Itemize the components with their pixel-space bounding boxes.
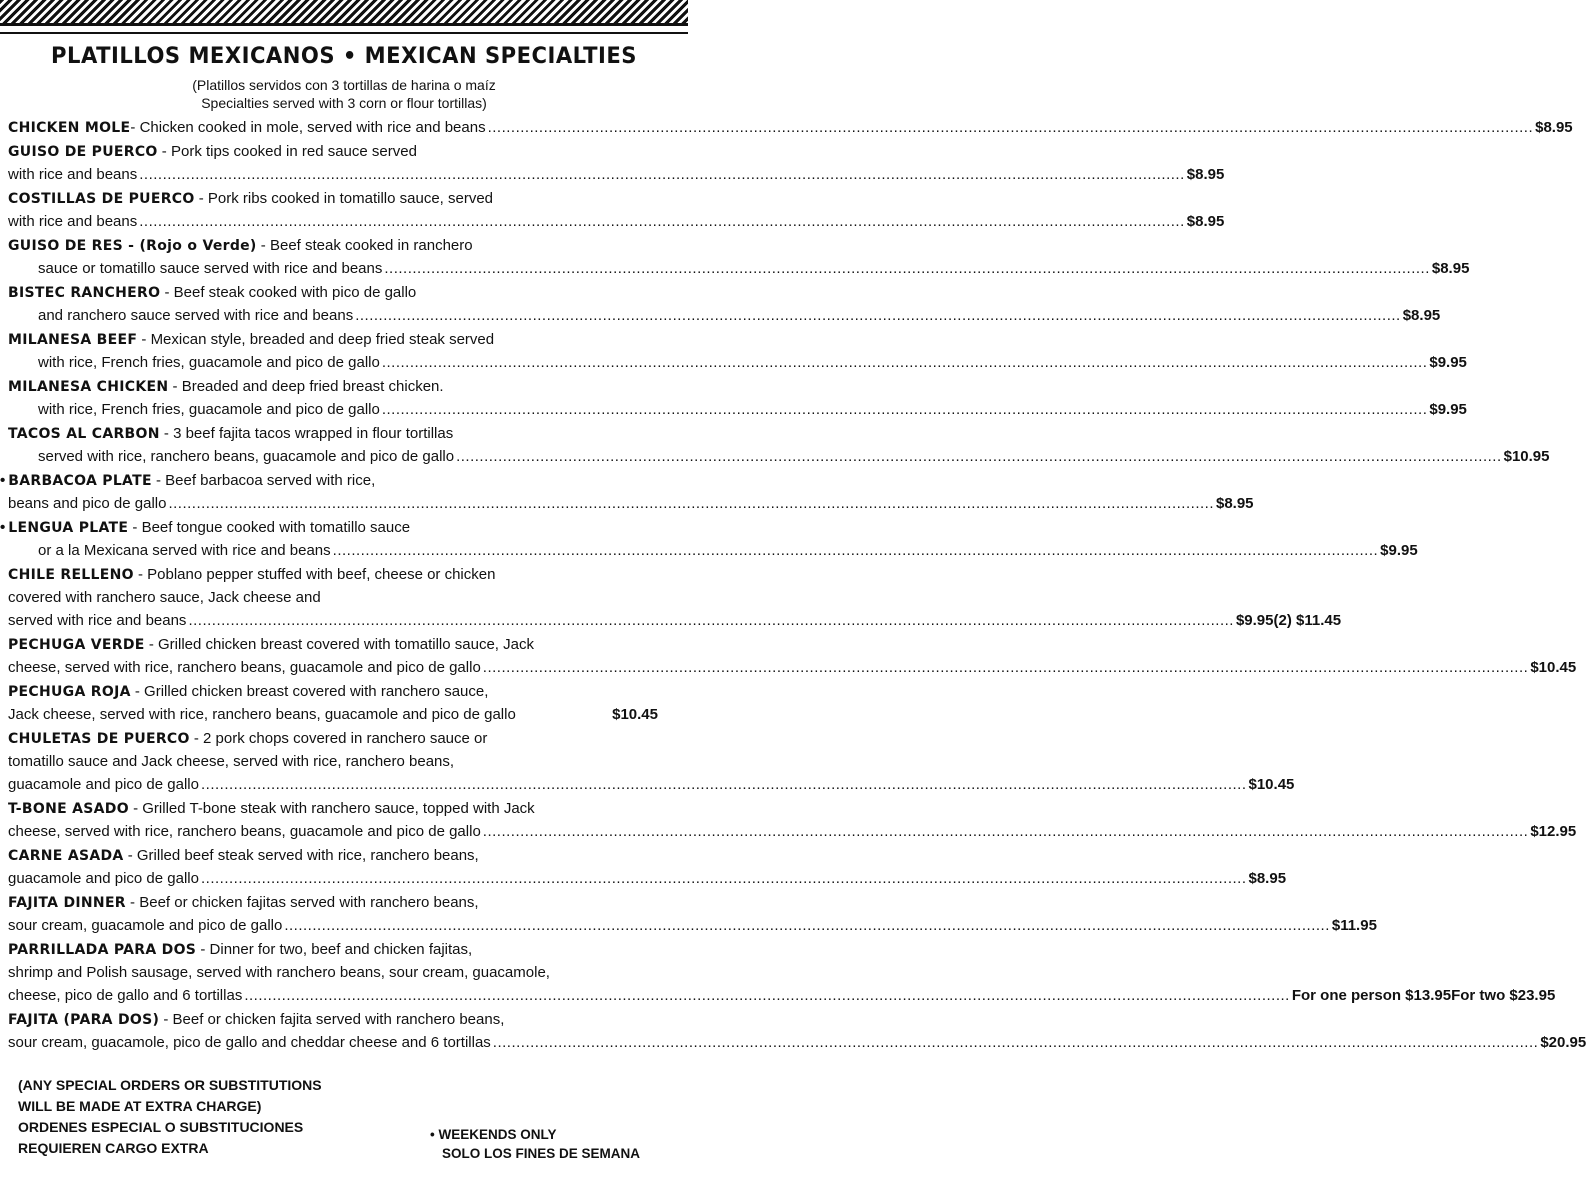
menu-item-chile-relleno [8, 563, 1342, 632]
item-price: $9.95 [1429, 354, 1467, 371]
item-desc: - Grilled beef steak served with rice, ranchero beans, [123, 847, 479, 864]
item-desc-2: cheese, served with rice, ranchero beans, guacamole and pico de gallo [8, 659, 481, 676]
menu-item-t-bone [8, 797, 1577, 843]
item-desc-2: with rice, French fries, guacamole and pico de gallo [38, 354, 380, 371]
leader-dots [384, 257, 1430, 280]
item-price: $20.95 [1540, 1034, 1586, 1051]
menu-item-guiso-puerco [8, 140, 1225, 186]
menu-item-chicken-mole [8, 116, 1573, 139]
item-desc: - Beef tongue cooked with tomatillo sauce [128, 519, 411, 536]
item-desc: - Grilled chicken breast covered with ranchero sauce, [130, 683, 489, 700]
item-desc-2: shrimp and Polish sausage, served with ranchero beans, sour cream, guacamole, [8, 964, 550, 981]
item-name: BARBACOA PLATE [8, 473, 152, 489]
item-desc-2: guacamole and pico de gallo [8, 870, 199, 887]
item-name: CHILE RELLENO [8, 567, 134, 583]
page-subtitle [0, 76, 688, 112]
item-price: $10.95 [1503, 448, 1550, 465]
item-desc-2: with rice and beans [8, 213, 138, 230]
note-line: ORDENES ESPECIAL O SUBSTITUCIONES [18, 1119, 304, 1135]
note-line: SOLO LOS FINES DE SEMANA [442, 1146, 641, 1161]
weekend-bullet: • [0, 519, 6, 536]
item-desc: - Beef or chicken fajita served with ranchero beans, [159, 1011, 505, 1028]
menu-item-lengua [0, 516, 1418, 562]
item-name: MILANESA CHICKEN [8, 379, 169, 395]
weekends-note [430, 1125, 640, 1163]
item-price: $8.95 [1402, 307, 1441, 324]
subtitle-english: Specialties served with 3 corn or flour tortillas) [201, 95, 487, 111]
item-desc: - 2 pork chops covered in ranchero sauce or [189, 730, 488, 747]
item-name: FAJITA (PARA DOS) [8, 1012, 160, 1028]
leader-dots [493, 1031, 1539, 1054]
menu-item-chuletas [8, 727, 1295, 796]
item-desc: - 3 beef fajita tacos wrapped in flour tortillas [159, 425, 454, 442]
leader-dots [382, 398, 1428, 421]
leader-dots [333, 539, 1379, 562]
item-desc: - Dinner for two, beef and chicken fajitas, [196, 941, 473, 958]
item-price: $10.45 [612, 706, 658, 723]
item-desc-3: guacamole and pico de gallo [8, 776, 199, 793]
item-desc: - Pork ribs cooked in tomatillo sauce, served [194, 190, 494, 207]
subtitle-spanish: (Platillos servidos con 3 tortillas de harina o maíz [192, 77, 496, 93]
item-price: $10.45 [1530, 659, 1577, 676]
menu-item-tacos-carbon [8, 422, 1550, 468]
item-price: $9.95 [1429, 401, 1467, 418]
item-name: CHICKEN MOLE [8, 120, 131, 136]
special-orders-note [18, 1075, 322, 1159]
leader-dots [382, 351, 1428, 374]
note-line: REQUIEREN CARGO EXTRA [18, 1140, 209, 1156]
price-one-person: For one person $13.95 [1291, 987, 1452, 1004]
page-title: PLATILLOS MEXICANOS • MEXICAN SPECIALTIES [51, 44, 637, 69]
item-desc-2: with rice and beans [8, 166, 138, 183]
item-name: PECHUGA VERDE [8, 637, 145, 653]
item-desc: - Grilled T-bone steak with ranchero sauce, topped with Jack [128, 800, 535, 817]
item-desc: - Mexican style, breaded and deep fried steak served [137, 331, 495, 348]
item-name: GUISO DE PUERCO [8, 144, 158, 160]
leader-dots [244, 984, 1290, 1007]
menu-item-milanesa-chicken [8, 375, 1467, 421]
menu-item-pechuga-roja [8, 680, 658, 726]
weekend-bullet: • [0, 472, 6, 489]
item-desc: - Pork tips cooked in red sauce served [157, 143, 417, 160]
item-desc: - Chicken cooked in mole, served with rice and beans [130, 119, 486, 136]
menu-items [0, 116, 1586, 1055]
item-desc: - Beef steak cooked in ranchero [256, 237, 473, 254]
item-desc: - Poblano pepper stuffed with beef, cheese or chicken [133, 566, 496, 583]
leader-dots [139, 163, 1185, 186]
item-name: GUISO DE RES - (Rojo o Verde) [8, 238, 257, 254]
menu-item-milanesa-beef [8, 328, 1467, 374]
leader-dots [201, 773, 1247, 796]
menu-item-costillas [8, 187, 1225, 233]
menu-item-fajita-para-dos [8, 1008, 1586, 1054]
item-desc-2: served with rice, ranchero beans, guacamole and pico de gallo [38, 448, 455, 465]
leader-dots [488, 116, 1534, 139]
item-price: $8.95 [1248, 870, 1287, 887]
leader-dots [284, 914, 1330, 937]
price-two-persons: For two $23.95 [1451, 987, 1556, 1004]
item-desc-3: served with rice and beans [8, 612, 187, 629]
item-desc-2: sour cream, guacamole, pico de gallo and cheddar cheese and 6 tortillas [8, 1034, 491, 1051]
item-price: $9.95 [1235, 612, 1274, 629]
item-desc-2: or a la Mexicana served with rice and beans [38, 542, 331, 559]
menu-item-carne-asada [8, 844, 1287, 890]
item-name: PECHUGA ROJA [8, 684, 131, 700]
item-price: $11.95 [1331, 917, 1377, 934]
item-name: FAJITA DINNER [8, 895, 126, 911]
item-desc: - Grilled chicken breast covered with tomatillo sauce, Jack [144, 636, 534, 653]
menu-item-barbacoa [0, 469, 1254, 515]
item-desc: - Breaded and deep fried breast chicken. [168, 378, 444, 395]
leader-dots [168, 492, 1214, 515]
decorative-border [0, 0, 688, 40]
item-desc: - Beef steak cooked with pico de gallo [160, 284, 417, 301]
item-name: PARRILLADA PARA DOS [8, 942, 197, 958]
item-desc-2: Jack cheese, served with rice, ranchero beans, guacamole and pico de gallo [8, 706, 516, 723]
item-desc-2: tomatillo sauce and Jack cheese, served with rice, ranchero beans, [8, 753, 455, 770]
item-desc-2: sour cream, guacamole and pico de gallo [8, 917, 283, 934]
item-price: $12.95 [1530, 823, 1577, 840]
leader-dots [201, 867, 1247, 890]
leader-dots [188, 609, 1234, 632]
item-name: COSTILLAS DE PUERCO [8, 191, 195, 207]
leader-dots [483, 656, 1529, 679]
leader-dots [139, 210, 1185, 233]
menu-item-parrillada [8, 938, 1556, 1007]
item-name: MILANESA BEEF [8, 332, 138, 348]
note-line: (ANY SPECIAL ORDERS OR SUBSTITUTIONS [18, 1077, 322, 1093]
menu-item-pechuga-verde [8, 633, 1577, 679]
menu-item-bistec [8, 281, 1441, 327]
item-name: LENGUA PLATE [8, 520, 129, 536]
item-desc-2: and ranchero sauce served with rice and beans [38, 307, 354, 324]
item-desc-2: cheese, served with rice, ranchero beans, guacamole and pico de gallo [8, 823, 481, 840]
item-desc-2: with rice, French fries, guacamole and pico de gallo [38, 401, 380, 418]
item-price: $9.95 [1380, 542, 1418, 559]
item-price: $10.45 [1248, 776, 1295, 793]
item-desc-2: sauce or tomatillo sauce served with rice and beans [38, 260, 383, 277]
item-price: $8.95 [1186, 166, 1225, 183]
item-name: TACOS AL CARBON [8, 426, 160, 442]
item-desc: - Beef or chicken fajitas served with ranchero beans, [125, 894, 479, 911]
note-line: • WEEKENDS ONLY [430, 1127, 557, 1142]
leader-dots [456, 445, 1502, 468]
item-name: BISTEC RANCHERO [8, 285, 161, 301]
item-name: CHULETAS DE PUERCO [8, 731, 190, 747]
leader-dots [483, 820, 1529, 843]
menu-item-fajita-dinner [8, 891, 1377, 937]
item-desc-3: cheese, pico de gallo and 6 tortillas [8, 987, 243, 1004]
item-price: $8.95 [1535, 119, 1573, 136]
item-name: CARNE ASADA [8, 848, 124, 864]
item-price: $8.95 [1431, 260, 1470, 277]
item-desc: - Beef barbacoa served with rice, [151, 472, 376, 489]
item-desc-2: covered with ranchero sauce, Jack cheese and [8, 589, 321, 606]
item-desc-2: beans and pico de gallo [8, 495, 167, 512]
item-price: $8.95 [1186, 213, 1225, 230]
leader-dots [355, 304, 1401, 327]
note-line: WILL BE MADE AT EXTRA CHARGE) [18, 1098, 262, 1114]
item-price: $8.95 [1215, 495, 1254, 512]
menu-item-guiso-res [8, 234, 1470, 280]
item-name: T-BONE ASADO [8, 801, 129, 817]
item-price-double: (2) $11.45 [1273, 612, 1342, 629]
